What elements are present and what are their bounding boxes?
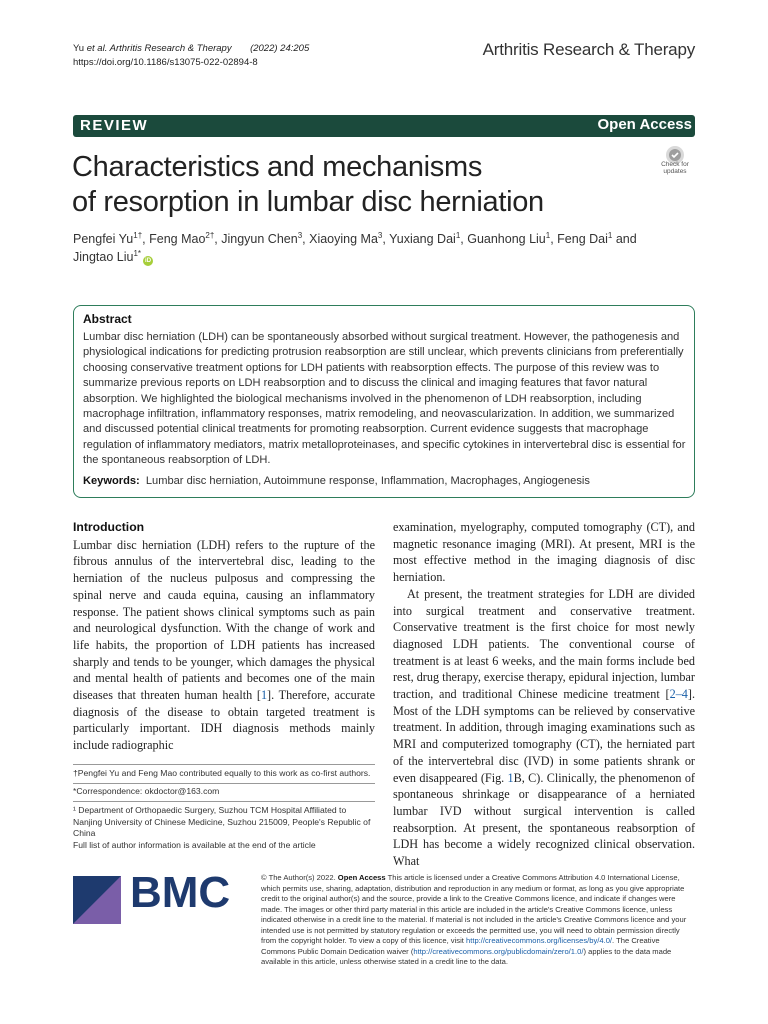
intro-text-a: Lumbar disc herniation (LDH) refers to the rupture of the fibrous annulus of the intervertebral disc, leading to the herniation of the nucleus pulposus and compressing the spinal nerve and cauda equina, causing an inflammatory response. The patient shows clinical symptoms such as pain and neurological dysfunction. With the change of work and life habits, the proportion of LDH patients has increased sharply and tends to be younger, which damages the physical and mental health of patients and becomes one of the main diseases that threaten human health [	[73, 537, 375, 703]
abstract-text: Lumbar disc herniation (LDH) can be spontaneously absorbed without surgical treatment. However, the pathogenesis and physiological indications for predicting protrusion reabsorption are still unclear, which prevents clinicians from preferentially choosing conservative treatment options for LDH patients with reabsorption effects. The purpose of this review was to summarize previous reports on LDH reabsorption and to discuss the clinical and imaging features that favor natural absorption. We highlighted the biological mechanisms involved in the phenomenon of LDH reabsorption, including macrophage infiltration, inflammatory responses, matrix remodeling, and neovascularization. In addition, we summarized and discussed potential clinical treatments for promoting reabsorption. Current evidence suggests that macrophage regulation of inflammatory mediators, matrix metalloproteinases, and specific cytokines in intervertebral disc is essential for the spontaneous reabsorption of LDH.	[83, 331, 686, 467]
keywords-list: Lumbar disc herniation, Autoimmune response, Inflammation, Macrophages, Angiogenesis	[145, 475, 590, 487]
citation-year: (2022) 24:205	[250, 43, 310, 54]
footnote-divider	[73, 764, 375, 765]
license-tail: ) applies to the data made available in this article, unless otherwise stated in a credit line to the data.	[261, 946, 672, 966]
body-column-2	[393, 519, 695, 870]
article-title	[72, 150, 632, 220]
license-body: This article is licensed under a Creative Commons Attribution 4.0 International License, which permits use, sharing, adaptation, distribution and reproduction in any medium or format, as long as you give appropriate credit to the original author(s) and the source, provide a link to the Creative Commons licence, and indicate if changes were made. The images or other third party material in this article are included in the article's Creative Commons licence, unless indicated otherwise in a credit line to the material. If material is not included in the article's Creative Commons licence and your intended use is not permitted by statutory regulation or exceeds the permitted use, you will need to obtain permission directly from the copyright holder. To view a copy of this licence, visit	[261, 873, 687, 945]
license-text	[261, 873, 695, 968]
author-name[interactable]: Feng Dai	[557, 232, 608, 246]
license-copyright: © The Author(s) 2022.	[261, 873, 338, 882]
keywords	[83, 474, 687, 489]
author-affiliation: 1*	[133, 249, 142, 258]
footnote-divider	[73, 783, 375, 784]
footnote-correspondence: *Correspondence: okdoctor@163.com	[73, 786, 220, 796]
col2-paragraph-1: examination, myelography, computed tomography (CT), and magnetic resonance imaging (MRI). At present, MRI is the most effective method in the imaging diagnosis of disc herniation.	[393, 520, 695, 585]
author-separator: ,	[302, 232, 310, 246]
col2-text-c: B, C). Clinically, the phenomenon of spontaneous shrinkage or disappearance of a herniated lumbar IVD without surgical intervention is called reabsorption. At present, the spontaneous reabsorption of LDH has become a widely recognized clinical observation. What	[393, 770, 695, 869]
title-line-1: Characteristics and mechanisms	[72, 151, 483, 183]
author-name[interactable]: Guanhong Liu	[467, 232, 546, 246]
article-type-label: REVIEW	[80, 117, 149, 134]
check-updates-line-1: Check for	[661, 161, 689, 168]
title-line-2: of resorption in lumbar disc herniation	[72, 186, 544, 218]
doi-link[interactable]: https://doi.org/10.1186/s13075-022-02894-8	[73, 57, 258, 68]
author-name[interactable]: Jingtao Liu	[73, 250, 134, 264]
body-column-1	[73, 519, 375, 754]
check-for-updates-label[interactable]	[651, 161, 699, 175]
author-name[interactable]: Xiaoying Ma	[309, 232, 378, 246]
author-separator: ,	[382, 232, 390, 246]
author-list	[73, 230, 673, 266]
author-name[interactable]: Pengfei Yu	[73, 232, 134, 246]
author-affiliation: 2†	[205, 231, 215, 240]
author-separator: ,	[460, 232, 468, 246]
footnote-equal-contribution: †Pengfei Yu and Feng Mao contributed equally to this work as co-first authors.	[73, 768, 371, 778]
col2-text-a: At present, the treatment strategies for LDH are divided into surgical treatment and conservative treatment. Conservative treatment is the first choice for most newly diagnosed LDH patients. The conventional course of treatment is at least 6 weeks, and the main forms include bed rest, drug therapy, exercise therapy, epidural injection, lumbar traction, and traditional Chinese medicine treatment [	[393, 586, 695, 702]
intro-text-b: ]. Therefore, accurate diagnosis of the disease to obtain targeted treatment is particularly important. IDH diagnosis methods mainly include radiographic	[73, 688, 375, 753]
license-url-link[interactable]: http://creativecommons.org/licenses/by/4.0/	[466, 936, 613, 945]
bmc-logo-icon	[73, 876, 121, 924]
author-separator: ,	[214, 232, 222, 246]
open-access-label: Open Access	[597, 116, 692, 133]
author-separator: ,	[550, 232, 558, 246]
author-affiliation: 1	[607, 231, 613, 240]
author-separator: and	[612, 232, 637, 246]
introduction-heading: Introduction	[73, 520, 145, 534]
author-name[interactable]: Yuxiang Dai	[389, 232, 456, 246]
journal-name: Arthritis Research & Therapy	[482, 40, 695, 59]
license-open-access: Open Access	[337, 873, 386, 882]
orcid-icon[interactable]: iD	[145, 258, 152, 264]
citation-journal: et al. Arthritis Research & Therapy	[86, 43, 232, 54]
author-affiliation: 1	[545, 231, 551, 240]
footnote-full-list: Full list of author information is available at the end of the article	[73, 840, 316, 850]
author-affiliation: 1†	[133, 231, 143, 240]
author-name[interactable]: Jingyun Chen	[221, 232, 298, 246]
author-affiliation: 3	[377, 231, 383, 240]
col2-paragraph-2	[393, 586, 695, 870]
citation-authors: Yu	[73, 43, 87, 54]
citation	[73, 42, 309, 70]
license-waiver: . The Creative Commons Public Domain Dedication waiver (	[261, 936, 660, 956]
col2-text-b: ]. Most of the LDH symptoms can be relieved by conservative treatment. In addition, through imaging examinations such as MRI and computerized tomography (CT), the herniated part of the intervertebral disc (IVD) in some patients shrank or even disappeared (Fig.	[393, 687, 695, 785]
reference-link[interactable]: 1	[260, 688, 268, 703]
figure-link[interactable]: 1	[507, 770, 514, 785]
author-separator: ,	[142, 232, 150, 246]
intro-paragraph-1	[73, 537, 375, 754]
author-affiliation: 3	[297, 231, 303, 240]
publicdomain-url-link[interactable]: http://creativecommons.org/publicdomain/zero/1.0/	[413, 946, 584, 956]
citation-line-1	[73, 42, 309, 56]
keywords-label: Keywords:	[83, 475, 140, 487]
publisher-logo-text: BMC	[130, 868, 231, 917]
check-updates-line-2: updates	[663, 168, 687, 175]
author-name[interactable]: Feng Mao	[149, 232, 206, 246]
reference-link[interactable]: 2–4	[669, 687, 688, 702]
footnote-affiliation: ¹ Department of Orthopaedic Surgery, Suzhou TCM Hospital Affiliated to Nanjing University of Chinese Medicine, Suzhou 215009, People's Republic of China	[73, 805, 371, 839]
author-affiliation: 1	[455, 231, 461, 240]
abstract-heading: Abstract	[83, 312, 132, 326]
footnote-divider	[73, 801, 375, 802]
